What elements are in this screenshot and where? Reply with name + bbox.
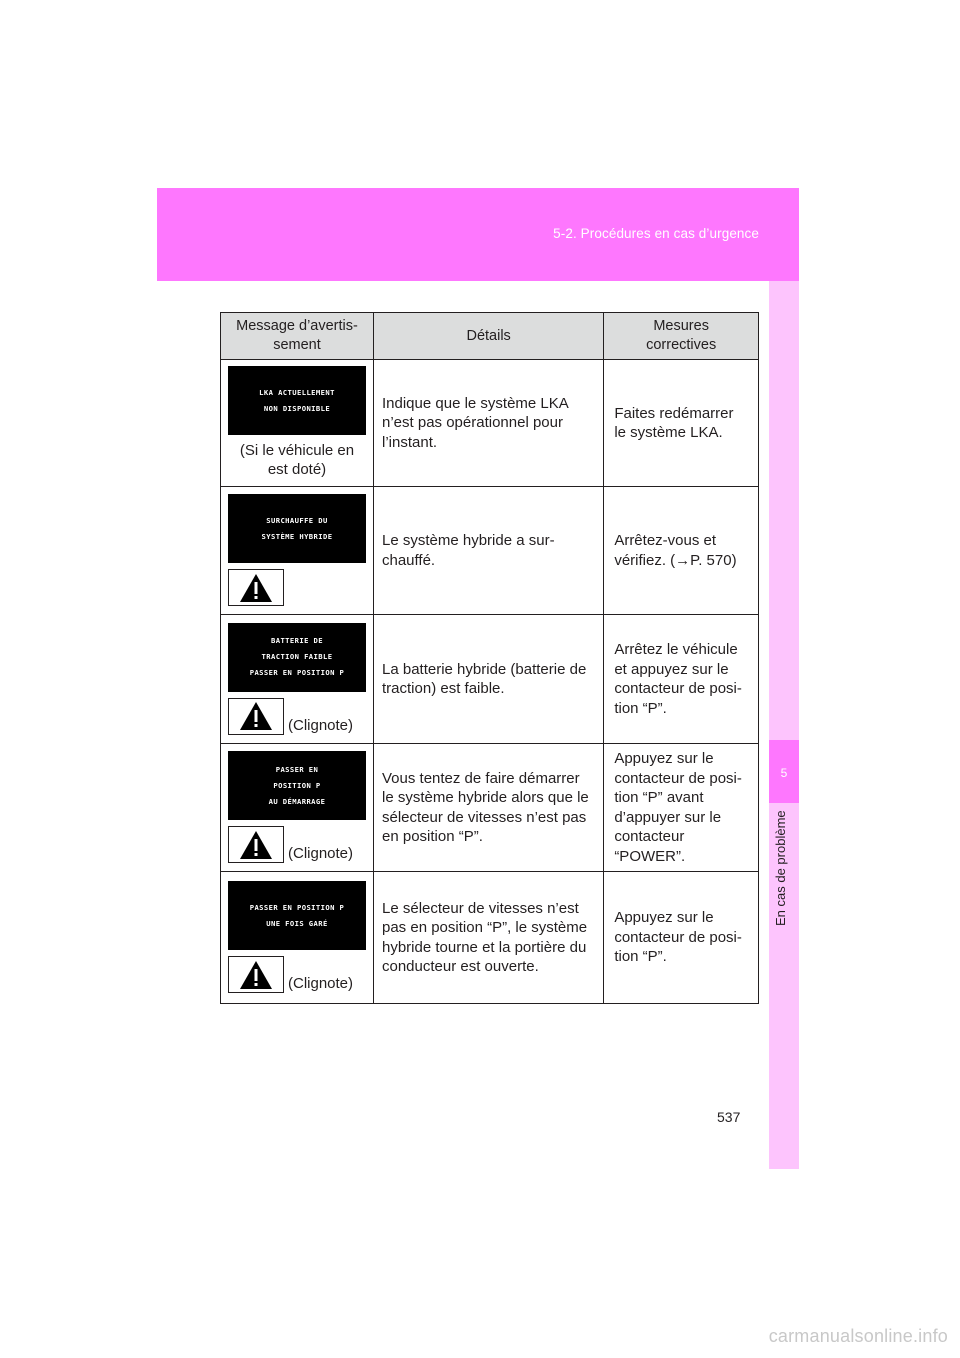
- table-row: [221, 487, 759, 615]
- chapter-label: En cas de problème: [773, 810, 788, 926]
- lcd-display: [228, 881, 366, 950]
- page-number: 537: [717, 1109, 741, 1125]
- table-row: [221, 744, 759, 872]
- header-message: [221, 313, 374, 360]
- message-cell: [221, 872, 374, 1004]
- header-message-l1: Message d’avertis- sement: [236, 318, 358, 353]
- icon-row: [228, 569, 366, 606]
- row-note: (Si le véhicule en est doté): [239, 442, 355, 478]
- lcd-line: NON DISPONIBLE: [263, 403, 331, 413]
- lcd-line: PASSER EN POSITION P: [249, 668, 345, 677]
- action-cell: Appuyez sur le contacteur de posi-tion “P”.: [604, 872, 759, 1004]
- action-cell: Appuyez sur le contacteur de posi-tion “P” avant d’appuyer sur le contacteur “POWER”.: [604, 744, 759, 872]
- warning-triangle-icon: [228, 826, 284, 863]
- details-cell: Indique que le système LKA n’est pas opérationnel pour l’instant.: [374, 360, 604, 487]
- table-row: [221, 872, 759, 1004]
- lcd-line: PASSER EN POSITION P: [249, 902, 345, 912]
- header-band: [157, 188, 799, 281]
- watermark: carmanualsonline.info: [768, 1326, 948, 1346]
- message-cell: [221, 744, 374, 872]
- icon-row: [228, 826, 366, 863]
- details-cell: La batterie hybride (batterie de traction) est faible.: [374, 615, 604, 744]
- lcd-line: UNE FOIS GARÉ: [266, 918, 328, 928]
- warning-triangle-icon: [228, 698, 284, 735]
- message-cell: [221, 487, 374, 615]
- details-cell: Vous tentez de faire démarrer le système hybride alors que le sélecteur de vitesses n’est pas en position “P”.: [374, 744, 604, 872]
- lcd-line: PASSER EN: [275, 764, 319, 774]
- side-tab: [769, 281, 799, 1169]
- warning-message-table: [220, 312, 759, 1004]
- lcd-line: BATTERIE DE: [271, 636, 323, 645]
- lcd-display: [228, 366, 366, 435]
- details-cell: Le sélecteur de vitesses n’est pas en position “P”, le système hybride tourne et la portière du conducteur est ouverte.: [374, 872, 604, 1004]
- table-row: [221, 360, 759, 487]
- message-cell: [221, 360, 374, 487]
- row-note: (Clignote): [288, 716, 354, 734]
- action-cell: Arrêtez le véhicule et appuyez sur le contacteur de posi-tion “P”.: [604, 615, 759, 744]
- action-cell: Faites redémarrer le système LKA.: [604, 360, 759, 487]
- header-details: Détails: [374, 313, 604, 360]
- header-action-text: Mesures correctives: [646, 318, 717, 353]
- row-note: (Clignote): [288, 845, 354, 862]
- chapter-number-box: [769, 740, 799, 803]
- message-cell: [221, 615, 374, 744]
- details-cell: Le système hybride a sur-chauffé.: [374, 487, 604, 615]
- lcd-line: SURCHAUFFE DU: [266, 515, 328, 525]
- icon-row: [228, 956, 366, 993]
- table-row: [221, 615, 759, 744]
- lcd-display: [228, 494, 366, 563]
- lcd-line: LKA ACTUELLEMENT: [259, 387, 335, 397]
- warning-triangle-icon: [228, 956, 284, 993]
- lcd-line: AU DÉMARRAGE: [268, 796, 326, 806]
- chapter-number: 5: [780, 766, 788, 780]
- icon-row: [228, 698, 366, 735]
- lcd-line: SYSTÈME HYBRIDE: [261, 531, 333, 541]
- action-cell: Arrêtez-vous et vérifiez. (→P. 570): [604, 487, 759, 615]
- row-note: (Clignote): [288, 975, 354, 992]
- header-action: [604, 313, 759, 360]
- warning-triangle-icon: [228, 569, 284, 606]
- section-title: 5-2. Procédures en cas d’urgence: [553, 226, 759, 241]
- lcd-line: POSITION P: [273, 780, 321, 790]
- lcd-display: [228, 751, 366, 820]
- lcd-display: [228, 623, 366, 692]
- table-header-row: [221, 313, 759, 360]
- lcd-line: TRACTION FAIBLE: [261, 652, 333, 661]
